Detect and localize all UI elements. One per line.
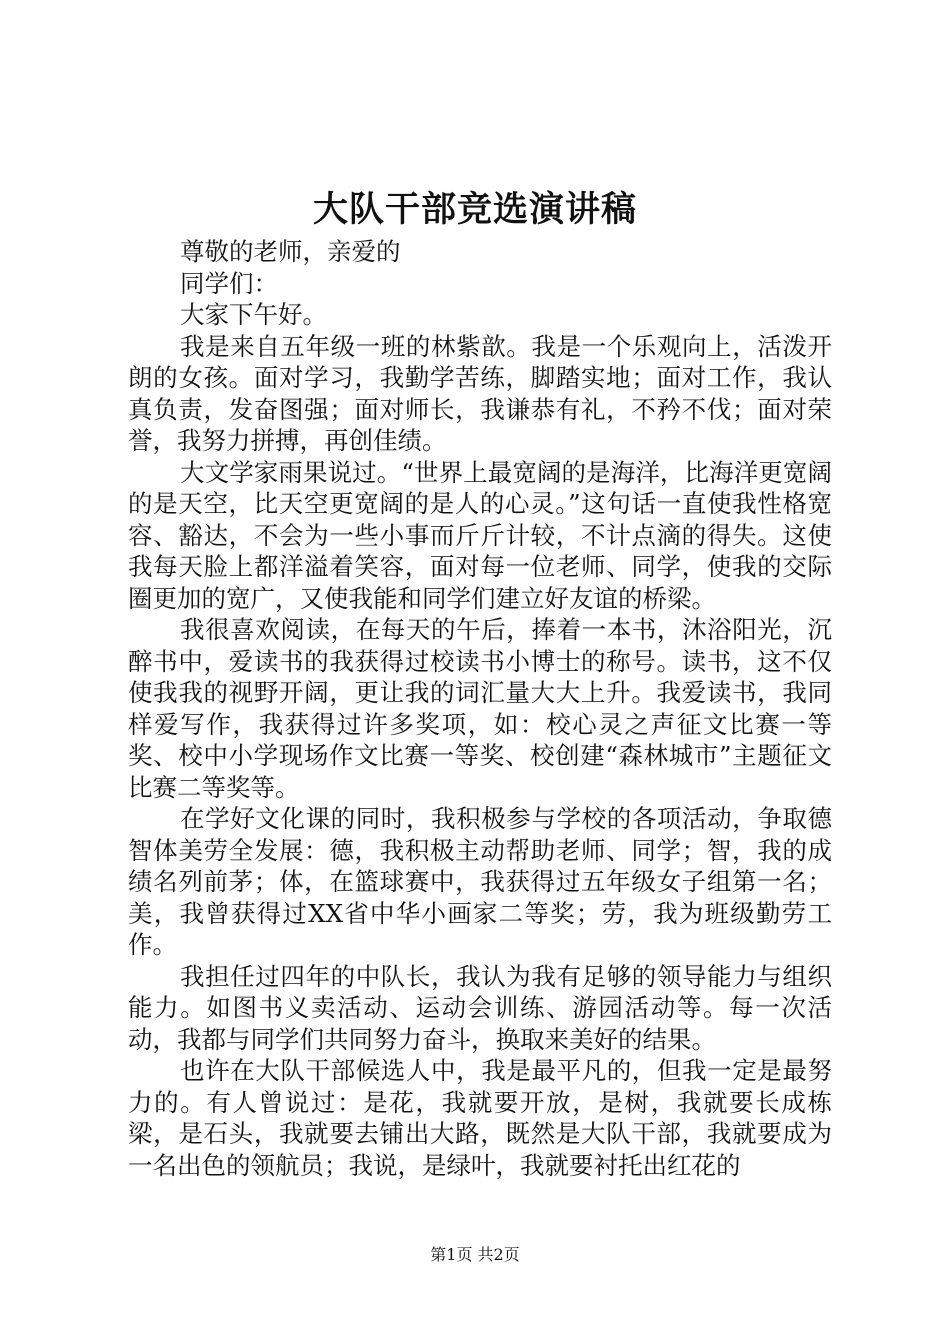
document-body [128,236,832,1181]
paragraph-commitment: 也许在大队干部候选人中，我是最平凡的，但我一定是最努力的。有人曾说过：是花，我就要开放，是树，我就要长成栋梁，是石头，我就要去铺出大路，既然是大队干部，我就要成为一名出色的领航员；我说，是绿叶，我就要衬托出红花的 [128,1056,832,1180]
paragraph-activities: 在学好文化课的同时，我积极参与学校的各项活动，争取德智体美劳全发展：德，我积极主动帮助老师、同学；智，我的成绩名列前茅；体，在篮球赛中，我获得过五年级女子组第一名；美，我曾获得过XX省中华小画家二等奖；劳，我为班级勤劳工作。 [128,804,832,959]
document-title: 大队干部竞选演讲稿 [312,189,637,230]
paragraph-salutation-continued: 同学们： [180,268,278,298]
paragraph-self-introduction: 我是来自五年级一班的林紫歆。我是一个乐观向上，活泼开朗的女孩。面对学习，我勤学苦练，脚踏实地；面对工作，我认真负责，发奋图强；面对师长，我谦恭有礼，不矜不伐；面对荣誉，我努力拼搏，再创佳绩。 [128,331,832,455]
paragraph-leadership: 我担任过四年的中队长，我认为我有足够的领导能力与组织能力。如图书义卖活动、运动会训练、游园活动等。每一次活动，我都与同学们共同努力奋斗，换取来美好的结果。 [128,961,832,1054]
paragraph-reading: 我很喜欢阅读，在每天的午后，捧着一本书，沐浴阳光，沉醉书中，爱读书的我获得过校读书小博士的称号。读书，这不仅使我我的视野开阔，更让我的词汇量大大上升。我爱读书，我同样爱写作，我获得过许多奖项，如：校心灵之声征文比赛一等奖、校中小学现场作文比赛一等奖、校创建“森林城市”主题征文比赛二等奖等。 [128,615,832,802]
paragraph-quote: 大文学家雨果说过。“世界上最宽阔的是海洋，比海洋更宽阔的是天空，比天空更宽阔的是人的心灵。”这句话一直使我性格宽容、豁达，不会为一些小事而斤斤计较，不计点滴的得失。这使我每天脸上都洋溢着笑容，面对每一位老师、同学，使我的交际圈更加的宽广，又使我能和同学们建立好友谊的桥梁。 [128,457,832,613]
page-number-footer: 第1页 共2页 [430,1245,520,1264]
paragraph-salutation: 尊敬的老师，亲爱的 [180,237,401,266]
paragraph-greeting: 大家下午好。 [180,300,327,329]
